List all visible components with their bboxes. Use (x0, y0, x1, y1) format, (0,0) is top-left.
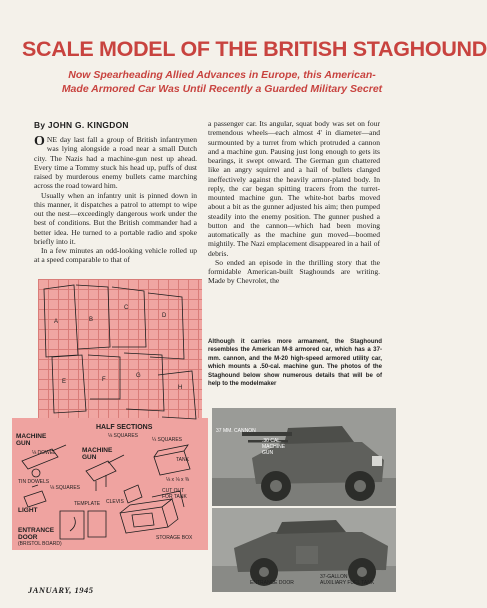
machine-gun-label-left: MACHINE GUN (16, 433, 47, 447)
squares-left-label: ⅛ SQUARES (50, 485, 81, 491)
mg-label-line-3: GUN (262, 450, 274, 456)
clevis-label: CLEVIS (106, 499, 124, 505)
fuel-tank-label-line-2: AUXILIARY FUEL TANK (320, 580, 375, 586)
fuel-tank-label-line-1: 37-GALLON (320, 574, 348, 580)
paragraph: In a few minutes an odd-looking vehicle rolled up at a speed comparable to that of (34, 246, 197, 265)
storage-box-label: STORAGE BOX (156, 535, 193, 541)
photo-caption: Although it carries more armament, the Staghound resembles the American M-8 armored car, which has a 37-mm. cannon, and the M-20 high-speed armored utility car, which mounts a .50-cal. machine gun. The photos of the Staghound below show numerous details that will be of help to the modelmaker (208, 338, 382, 388)
subtitle-line-1: Now Spearheading Allied Advances in Europe, this American- (68, 69, 376, 81)
light-label: LIGHT (18, 507, 38, 514)
mg-label-line-1: .30 CAL. (262, 438, 282, 444)
tin-dowels-label: TIN DOWELS (18, 479, 50, 485)
blueprint-drawing (12, 275, 202, 547)
left-column (34, 135, 197, 265)
staghound-photo-rear (212, 508, 396, 592)
panel-letter: F (102, 377, 106, 383)
article-title: SCALE MODEL OF THE BRITISH STAGHOUND (22, 37, 487, 61)
door-label: ENTRANCE DOOR (250, 580, 294, 586)
entrance-door-label: ENTRANCE DOOR (18, 527, 55, 541)
blueprint-lines (12, 275, 208, 547)
byline: By JOHN G. KINGDON (34, 120, 129, 130)
tank-label: TANK (176, 457, 189, 463)
right-column (208, 119, 380, 286)
tank-size-label: ⅛ x ⅛ x ⅜ (166, 477, 190, 483)
dropcap: O (34, 134, 45, 149)
staghound-photo-front (212, 408, 396, 506)
cut-out-label: CUT OUT FOR TANK (162, 488, 187, 500)
cannon-label: 37 MM. CANNON (216, 428, 256, 434)
panel-letter: E (62, 379, 67, 385)
paragraph: Usually when an infantry unit is pinned down in this manner, it dispatches a patrol to attempt to wipe out the nest—exceedingly dangerous work under the best of conditions. But the British commander had a better idea. He turned to a portable radio and spoke briefly into it. (34, 190, 197, 246)
half-sections-label: HALF SECTIONS (96, 424, 153, 431)
squares-right-label: ¼ SQUARES (152, 437, 183, 443)
article-subtitle (52, 68, 392, 96)
machine-gun-label-center: MACHINE GUN (82, 447, 113, 461)
panel-letter: B (89, 317, 94, 323)
bristol-board-label: (BRISTOL BOARD) (18, 541, 62, 547)
page-footer-date: JANUARY, 1945 (28, 585, 94, 595)
panel-letter: A (54, 319, 59, 325)
armored-car-illustration (212, 408, 396, 506)
paragraph: a passenger car. Its angular, squat body was set on four tremendous wheels—each almost 4' in diameter—and surmounted by a turret from which protruded a cannon and a machine gun. Pausing just long enough to gets its bearings, it swept onward. The German gun chattered like an angry squirrel and a hail of bullets clanged ineffectively against the heavily armor-plated body. In reply, the car began spitting tracers from the turret-mounted machine gun. The white-hot barbs moved about a bit as the gunner adjusted his aim; then pumped steadily into the enemy position. The gunner pushed a button and the cannon—which had been moving automatically as the machine gun moved—boomed mightily. The Nazi emplacement disappeared in a hail of debris. (208, 119, 380, 258)
half-sections-scale: ⅛ SQUARES (108, 433, 139, 439)
panel-letter: C (124, 305, 129, 311)
panel-letter: D (162, 313, 167, 319)
dowel-label: ⅛ DOWEL (32, 450, 56, 456)
panel-letter: G (136, 373, 141, 379)
subtitle-line-2: Made Armored Car Was Until Recently a Guarded Military Secret (61, 83, 383, 95)
mg-label-line-2: MACHINE (262, 444, 286, 450)
paragraph: ONE day last fall a group of British infantrymen was lying alongside a road near a small Dutch city. The Nazis had a machine-gun nest up ahead. Every time a Tommy stuck his head up, puffs of dust raised by murderous enemy bullets came marching across the road toward him. (34, 134, 197, 191)
paragraph: So ended an episode in the thrilling story that the formidable American-built Staghounds are writing. Made by Chevrolet, the (208, 257, 380, 286)
template-label: TEMPLATE (74, 501, 101, 507)
panel-letter: H (178, 385, 183, 391)
